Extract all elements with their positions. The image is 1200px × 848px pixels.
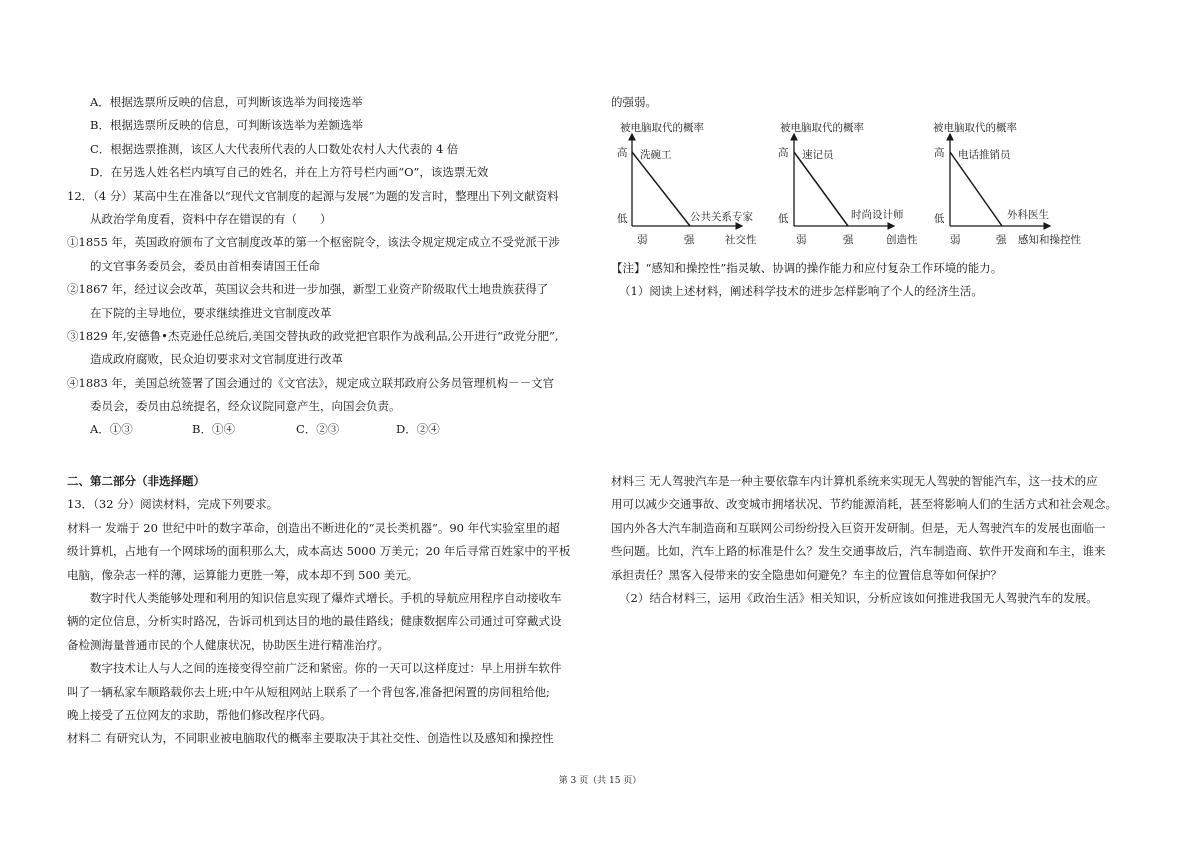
high-label: 高 <box>934 147 945 159</box>
trend-line <box>950 152 1002 226</box>
bottom-job-label: 公共关系专家 <box>690 211 753 223</box>
material-1-line: 晚上接受了五位网友的求助，帮他们修改程序代码。 <box>67 707 332 722</box>
x-axis-label: 社交性 <box>725 234 757 246</box>
answer-choices <box>67 418 592 441</box>
material-1-line: 辆的定位信息，分析实时路况，告诉司机到达目的地的最佳路线；健康数据库公司通过可穿戴式设 <box>67 614 562 629</box>
option-b: B．根据选票所反映的信息，可判断该选举为差额选举 <box>90 118 363 133</box>
material-3-line: 用可以减少交通事故、改变城市拥堵状况、节约能源消耗，甚至将影响人们的生活方式和社会观念。 <box>611 497 1117 512</box>
item-3-cont: 造成政府腐败，民众迫切要求对文官制度进行改革 <box>90 352 343 367</box>
question-12-stem: 12．（4 分）某高中生在准备以“现代文官制度的起源与发展”为题的发言时，整理出下列文献资料 <box>67 188 559 203</box>
item-3: ③1829 年,安德鲁•杰克逊任总统后,美国交替执政的政党把官职作为战利品,公开进行“政党分肥”, <box>67 328 559 343</box>
right-column-notes <box>611 257 1131 304</box>
choice-a: A．①③ <box>90 422 133 437</box>
material-1-line: 级计算机，占地有一个网球场的面积那么大，成本高达 5000 万美元；20 年后寻常百姓家中的平板 <box>67 544 571 559</box>
chart-social <box>617 121 757 246</box>
item-2-cont: 在下院的主导地位，要求继续推进文官制度改革 <box>90 305 332 320</box>
high-label: 高 <box>617 147 628 159</box>
material-2-line: 材料二 有研究认为，不同职业被电脑取代的概率主要取决于其社交性、创造性以及感知和操控性 <box>67 731 554 746</box>
low-label: 低 <box>778 213 789 225</box>
material-3-line: 承担责任？黑客入侵带来的安全隐患如何避免？车主的位置信息等如何保护？ <box>611 567 1002 582</box>
y-axis-label: 被电脑取代的概率 <box>933 122 1017 134</box>
weak-label: 弱 <box>637 234 648 246</box>
question-13-part-1: （1）阅读上述材料，阐述科学技术的进步怎样影响了个人的经济生活。 <box>619 284 983 299</box>
option-a: A．根据选票所反映的信息，可判断该选举为间接选举 <box>90 95 363 109</box>
question-13-part-2: （2）结合材料三，运用《政治生活》相关知识，分析应该如何推进我国无人驾驶汽车的发展。 <box>619 590 1098 605</box>
material-1-para3: 数字技术让人与人之间的连接变得空前广泛和紧密。你的一天可以这样度过：早上用拼车软件 <box>90 661 562 676</box>
low-label: 低 <box>934 213 945 225</box>
x-axis-label: 感知和操控性 <box>1018 234 1081 246</box>
material-3-line: 材料三 无人驾驶汽车是一种主要依靠车内计算机系统来实现无人驾驶的智能汽车，这一技术的应 <box>611 474 1098 488</box>
option-c: C．根据选票推测，该区人大代表所代表的人口数处农村人大代表的 4 倍 <box>90 141 459 156</box>
material-2-cont: 的强弱。 <box>611 95 657 109</box>
material-1-para2: 数字时代人类能够处理和利用的知识信息实现了爆炸式增长。手机的导航应用程序自动接收车 <box>90 590 562 605</box>
y-axis-label: 被电脑取代的概率 <box>780 122 864 134</box>
charts-svg <box>610 118 1090 253</box>
right-column-top <box>611 91 1131 114</box>
chart-perception <box>933 121 1081 246</box>
top-job-label: 速记员 <box>802 149 834 161</box>
left-column-bottom <box>67 470 592 751</box>
x-axis-label: 创造性 <box>886 234 918 246</box>
bottom-job-label: 外科医生 <box>1007 209 1049 221</box>
choice-d: D．②④ <box>396 422 440 437</box>
item-1: ①1855 年，英国政府颁布了文官制度改革的第一个枢密院令，该法令规定规定成立不受党派干涉 <box>67 235 560 250</box>
item-4-cont: 委员会，委员由总统提名，经众议院同意产生，向国会负责。 <box>90 399 401 414</box>
item-1-cont: 的文官事务委员会，委员由首相奏请国王任命 <box>90 258 320 273</box>
low-label: 低 <box>617 213 628 225</box>
material-3-line: 些问题。比如，汽车上路的标准是什么？发生交通事故后，汽车制造商、软件开发商和车主，谁来 <box>611 544 1106 559</box>
question-12-stem-cont: 从政治学角度看，资料中存在错误的有（ ） <box>90 211 332 226</box>
bottom-job-label: 时尚设计师 <box>851 209 904 221</box>
material-1-line: 叫了一辆私家车顺路载你去上班;中午从短租网站上联系了一个背包客,准备把闲置的房间租给他; <box>67 684 550 699</box>
strong-label: 强 <box>996 234 1007 246</box>
charts-figure <box>610 118 1090 253</box>
weak-label: 弱 <box>796 234 807 246</box>
trend-line <box>794 152 848 226</box>
material-1-line: 电脑，像杂志一样的薄，运算能力更胜一筹，成本却不到 500 美元。 <box>67 567 419 582</box>
top-job-label: 洗碗工 <box>640 149 672 161</box>
choice-c: C．②③ <box>296 422 340 437</box>
page-footer: 第 3 页（共 15 页） <box>558 776 642 786</box>
material-3-line: 国内外各大汽车制造商和互联网公司纷纷投入巨资开发研制。但是，无人驾驶汽车的发展也面临一 <box>611 520 1106 535</box>
item-2: ②1867 年，经过议会改革，英国议会共和进一步加强，新型工业资产阶级取代土地贵族获得了 <box>67 282 549 297</box>
choice-b: B．①④ <box>192 422 235 437</box>
right-column-bottom <box>611 470 1136 610</box>
material-1-line: 材料一 发端于 20 世纪中叶的数字革命，创造出不断进化的“灵长类机器”。90 年代实验室里的超 <box>67 520 560 535</box>
y-axis-label: 被电脑取代的概率 <box>620 122 704 134</box>
chart-note: 【注】“感知和操控性”指灵敏、协调的操作能力和应付复杂工作环境的能力。 <box>611 261 1003 275</box>
strong-label: 强 <box>684 234 695 246</box>
trend-line <box>632 152 690 226</box>
strong-label: 强 <box>843 234 854 246</box>
section-title: 二、第二部分（非选择题） <box>67 474 205 488</box>
question-13-stem: 13．（32 分）阅读材料，完成下列要求。 <box>67 497 279 512</box>
top-job-label: 电话推销员 <box>958 149 1011 161</box>
left-column-top <box>67 91 592 442</box>
weak-label: 弱 <box>950 234 961 246</box>
item-4: ④1883 年，美国总统签署了国会通过的《文官法》，规定成立联邦政府公务员管理机构－－文官 <box>67 375 555 390</box>
high-label: 高 <box>778 147 789 159</box>
material-1-line: 备检测海量普通市民的个人健康状况，协助医生进行精准治疗。 <box>67 637 389 652</box>
chart-creativity <box>778 121 918 246</box>
option-d: D．在另选人姓名栏内填写自己的姓名，并在上方符号栏内画“O”，该选票无效 <box>90 165 489 180</box>
